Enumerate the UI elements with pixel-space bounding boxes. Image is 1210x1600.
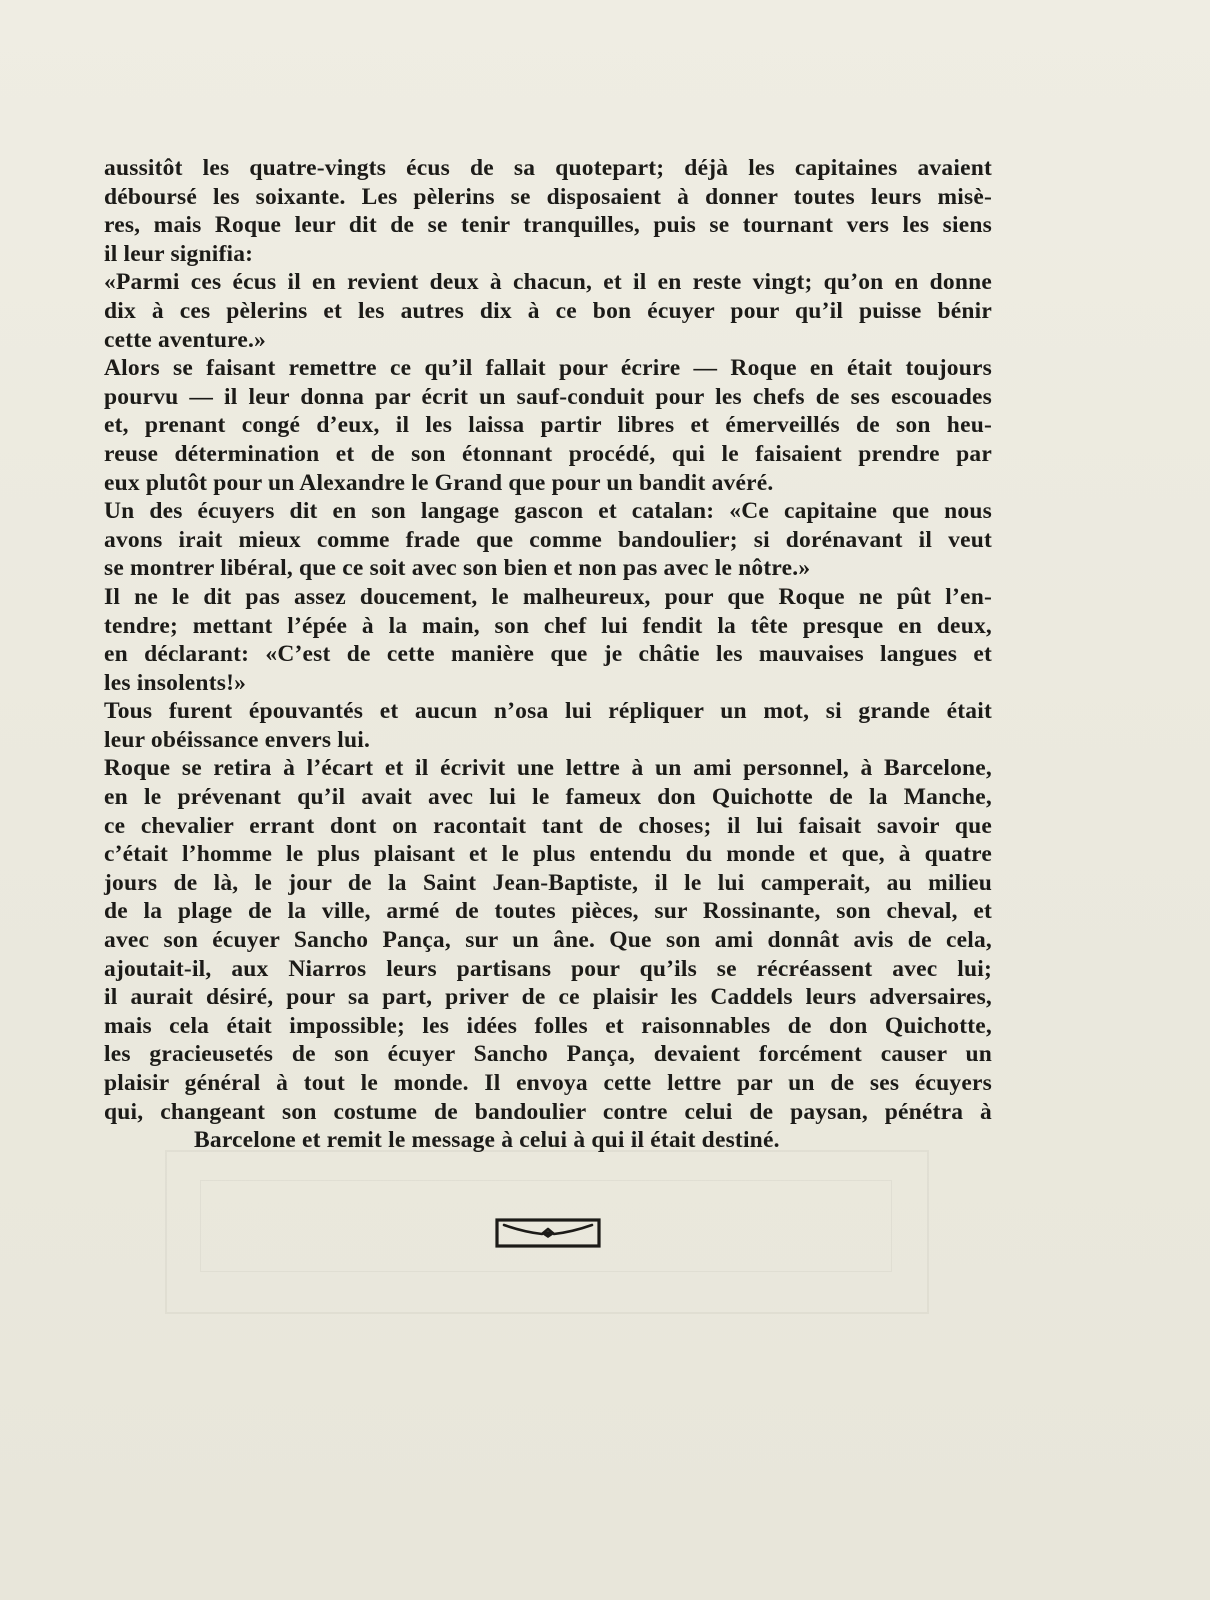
text-line: avec son écuyer Sancho Pança, sur un âne. Que son ami donnât avis de cela, xyxy=(104,927,992,954)
text-line: jours de là, le jour de la Saint Jean-Baptiste, il le lui camperait, au milieu xyxy=(104,869,992,896)
text-line: Roque se retira à l’écart et il écrivit une lettre à un ami personnel, à Barcelone, xyxy=(104,755,992,782)
text-line: ce chevalier errant dont on racontait tant de choses; il lui faisait savoir que xyxy=(104,812,992,839)
text-line: res, mais Roque leur dit de se tenir tranquilles, puis se tournant vers les siens xyxy=(104,212,992,239)
text-line: il aurait désiré, pour sa part, priver de ce plaisir les Caddels leurs adversaires, xyxy=(104,984,992,1011)
text-line: en le prévenant qu’il avait avec lui le fameux don Quichotte de la Manche, xyxy=(104,784,992,811)
text-line: plaisir général à tout le monde. Il envoya cette lettre par un de ses écuyers xyxy=(104,1070,992,1096)
text-line: leur obéissance envers lui. xyxy=(104,726,371,753)
text-line: reuse détermination et de son étonnant procédé, qui le faisaient prendre par xyxy=(104,440,992,467)
text-line: pourvu — il leur donna par écrit un sauf-conduit pour les chefs de ses escouades xyxy=(104,383,992,410)
text-line: Il ne le dit pas assez doucement, le malheureux, pour que Roque ne pût l’en- xyxy=(104,583,992,610)
text-line: Alors se faisant remettre ce qu’il fallait pour écrire — Roque en était toujours xyxy=(104,355,992,382)
body-text xyxy=(104,154,992,1155)
text-line: eux plutôt pour un Alexandre le Grand que pour un bandit avéré. xyxy=(104,469,774,496)
text-line: se montrer libéral, que ce soit avec son bien et non pas avec le nôtre.» xyxy=(104,555,811,582)
text-line: ajoutait-il, aux Niarros leurs partisans pour qu’ils se récréassent avec lui; xyxy=(104,955,992,982)
text-line: et, prenant congé d’eux, il les laissa partir libres et émerveillés de son heu- xyxy=(104,412,992,439)
text-line: tendre; mettant l’épée à la main, son chef lui fendit la tête presque en deux, xyxy=(104,612,992,639)
text-line: Tous furent épouvantés et aucun n’osa lui répliquer un mot, si grande était xyxy=(104,698,992,725)
envelope-ornament-icon xyxy=(494,1216,602,1250)
text-line-final: Barcelone et remit le message à celui à qui il était destiné. xyxy=(194,1127,780,1154)
text-line: les gracieusetés de son écuyer Sancho Pança, devaient forcément causer un xyxy=(104,1041,992,1068)
text-line: déboursé les soixante. Les pèlerins se disposaient à donner toutes leurs misè- xyxy=(104,183,992,210)
text-line: mais cela était impossible; les idées folles et raisonnables de don Quichotte, xyxy=(104,1012,992,1039)
text-line: Un des écuyers dit en son langage gascon et catalan: «Ce capitaine que nous xyxy=(104,498,992,525)
text-line: «Parmi ces écus il en revient deux à chacun, et il en reste vingt; qu’on en donne xyxy=(104,269,992,296)
text-line: avons irait mieux comme frade que comme bandoulier; si dorénavant il veut xyxy=(104,526,992,553)
text-line: de la plage de la ville, armé de toutes pièces, sur Rossinante, son cheval, et xyxy=(104,898,992,925)
text-line: c’était l’homme le plus plaisant et le plus entendu du monde et que, à quatre xyxy=(104,841,992,868)
text-line: en déclarant: «C’est de cette manière que je châtie les mauvaises langues et xyxy=(104,641,992,668)
text-line: les insolents!» xyxy=(104,669,247,696)
text-line: il leur signifia: xyxy=(104,240,254,267)
text-line: qui, changeant son costume de bandoulier contre celui de paysan, pénétra à xyxy=(104,1098,992,1125)
text-line: aussitôt les quatre-vingts écus de sa quotepart; déjà les capitaines avaient xyxy=(104,155,992,181)
text-line: cette aventure.» xyxy=(104,326,266,353)
text-line: dix à ces pèlerins et les autres dix à ce bon écuyer pour qu’il puisse bénir xyxy=(104,297,992,324)
